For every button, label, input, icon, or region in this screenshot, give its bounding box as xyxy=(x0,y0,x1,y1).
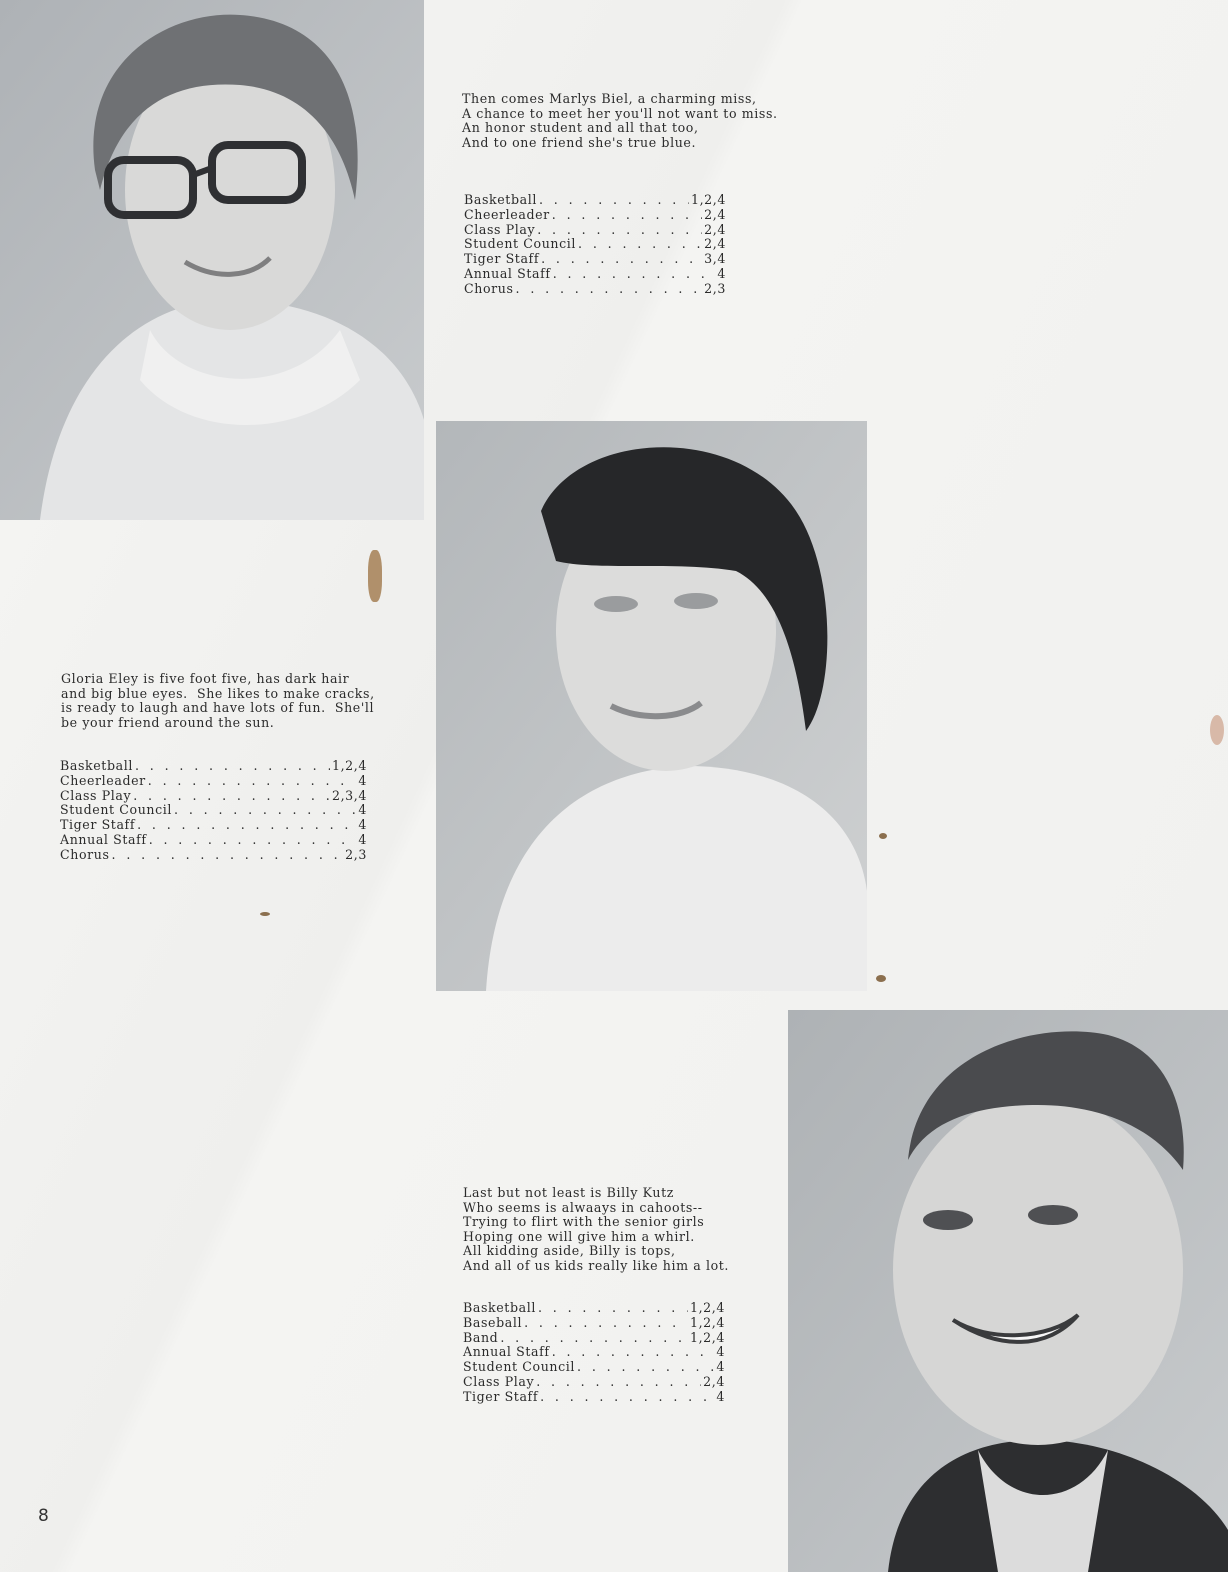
activity-row xyxy=(464,223,726,238)
leader-dots xyxy=(552,1345,715,1360)
activity-row xyxy=(464,267,726,282)
activity-row xyxy=(463,1301,725,1316)
activity-row xyxy=(60,774,367,789)
activity-years: 2,3,4 xyxy=(331,787,367,803)
activity-name: Tiger Staff xyxy=(463,1388,539,1404)
leader-dots xyxy=(538,1301,688,1316)
portrait-gloria-eley xyxy=(436,421,867,991)
billy-activities-list xyxy=(463,1301,725,1405)
page-number: 8 xyxy=(38,1506,49,1526)
activity-name: Student Council xyxy=(463,1359,576,1375)
activity-name: Baseball xyxy=(463,1314,523,1330)
activity-years: 3,4 xyxy=(704,251,726,267)
leader-dots xyxy=(536,1375,701,1390)
activity-row xyxy=(464,237,726,252)
activity-row xyxy=(60,789,367,804)
activity-years: 2,3 xyxy=(345,846,367,862)
activity-name: Student Council xyxy=(464,236,577,252)
leader-dots xyxy=(553,267,716,282)
leader-dots xyxy=(148,774,357,789)
leader-dots xyxy=(537,223,702,238)
activity-years: 2,3 xyxy=(704,280,726,296)
leader-dots xyxy=(540,1390,714,1405)
leader-dots xyxy=(541,252,702,267)
activity-name: Cheerleader xyxy=(60,772,146,788)
activity-name: Cheerleader xyxy=(464,206,550,222)
activity-name: Annual Staff xyxy=(464,265,551,281)
leader-dots xyxy=(112,848,344,863)
paper-speck xyxy=(876,975,886,982)
marlys-verse: Then comes Marlys Biel, a charming miss, A chance to meet her you'll not want to miss. An honor student and all that too, And to one friend she's true blue. xyxy=(462,91,778,150)
billy-verse: Last but not least is Billy Kutz Who seems is alwaays in cahoots-- Trying to flirt with the senior girls Hoping one will give him a whirl. All kidding aside, Billy is tops, And all of us kids really like him a lot. xyxy=(463,1185,730,1273)
gloria-activities-list xyxy=(60,759,367,863)
activity-years: 1,2,4 xyxy=(689,1314,725,1330)
leader-dots xyxy=(524,1316,688,1331)
activity-row xyxy=(463,1345,725,1360)
activity-row xyxy=(463,1331,725,1346)
activity-row xyxy=(463,1390,725,1405)
activity-name: Student Council xyxy=(60,802,173,818)
activity-name: Chorus xyxy=(60,846,110,862)
activity-years: 2,4 xyxy=(703,1373,725,1389)
activity-row xyxy=(60,833,367,848)
activity-row xyxy=(464,193,726,208)
leader-dots xyxy=(539,193,689,208)
gloria-verse: Gloria Eley is five foot five, has dark hair and big blue eyes. She likes to make cracks, is ready to laugh and have lots of fun. She'll be your friend around the sun. xyxy=(61,671,375,730)
leader-dots xyxy=(174,803,356,818)
activity-name: Tiger Staff xyxy=(464,251,540,267)
activity-row xyxy=(463,1360,725,1375)
leader-dots xyxy=(135,759,330,774)
activity-years: 4 xyxy=(716,1388,725,1404)
activity-name: Class Play xyxy=(463,1373,535,1389)
leader-dots xyxy=(133,789,330,804)
activity-years: 2,4 xyxy=(704,236,726,252)
activity-name: Basketball xyxy=(463,1300,536,1315)
activity-row xyxy=(464,252,726,267)
paper-speck xyxy=(879,833,887,839)
activity-name: Band xyxy=(463,1329,499,1345)
activity-row xyxy=(463,1316,725,1331)
activity-row xyxy=(60,803,367,818)
activity-years: 4 xyxy=(716,1344,725,1360)
leader-dots xyxy=(516,282,703,297)
activity-row xyxy=(60,818,367,833)
activity-row xyxy=(60,848,367,863)
portrait-marlys-biel xyxy=(0,0,424,520)
leader-dots xyxy=(500,1331,688,1346)
activity-years: 1,2,4 xyxy=(689,1329,725,1345)
activity-row xyxy=(464,282,726,297)
activity-name: Basketball xyxy=(464,192,537,207)
activity-years: 2,4 xyxy=(704,206,726,222)
activity-name: Annual Staff xyxy=(60,831,147,847)
activity-years: 1,2,4 xyxy=(690,192,726,207)
activity-row xyxy=(464,208,726,223)
activity-row xyxy=(463,1375,725,1390)
activity-years: 4 xyxy=(717,265,726,281)
activity-name: Basketball xyxy=(60,758,133,773)
marlys-activities-list xyxy=(464,193,726,297)
activity-years: 1,2,4 xyxy=(689,1300,725,1315)
leader-dots xyxy=(578,237,702,252)
activity-years: 1,2,4 xyxy=(331,758,367,773)
activity-name: Annual Staff xyxy=(463,1344,550,1360)
portrait-billy-kutz xyxy=(788,1010,1228,1572)
activity-years: 2,4 xyxy=(704,221,726,237)
leader-dots xyxy=(149,833,357,848)
paper-speck xyxy=(368,550,382,602)
activity-row xyxy=(60,759,367,774)
paper-speck xyxy=(1210,715,1224,745)
leader-dots xyxy=(137,818,356,833)
activity-name: Tiger Staff xyxy=(60,817,136,833)
activity-years: 4 xyxy=(358,817,367,833)
paper-speck xyxy=(260,912,270,916)
activity-name: Class Play xyxy=(60,787,132,803)
activity-years: 4 xyxy=(716,1359,725,1375)
activity-name: Chorus xyxy=(464,280,514,296)
activity-years: 4 xyxy=(358,772,367,788)
activity-years: 4 xyxy=(358,802,367,818)
leader-dots xyxy=(577,1360,714,1375)
activity-name: Class Play xyxy=(464,221,536,237)
activity-years: 4 xyxy=(358,831,367,847)
leader-dots xyxy=(552,208,702,223)
